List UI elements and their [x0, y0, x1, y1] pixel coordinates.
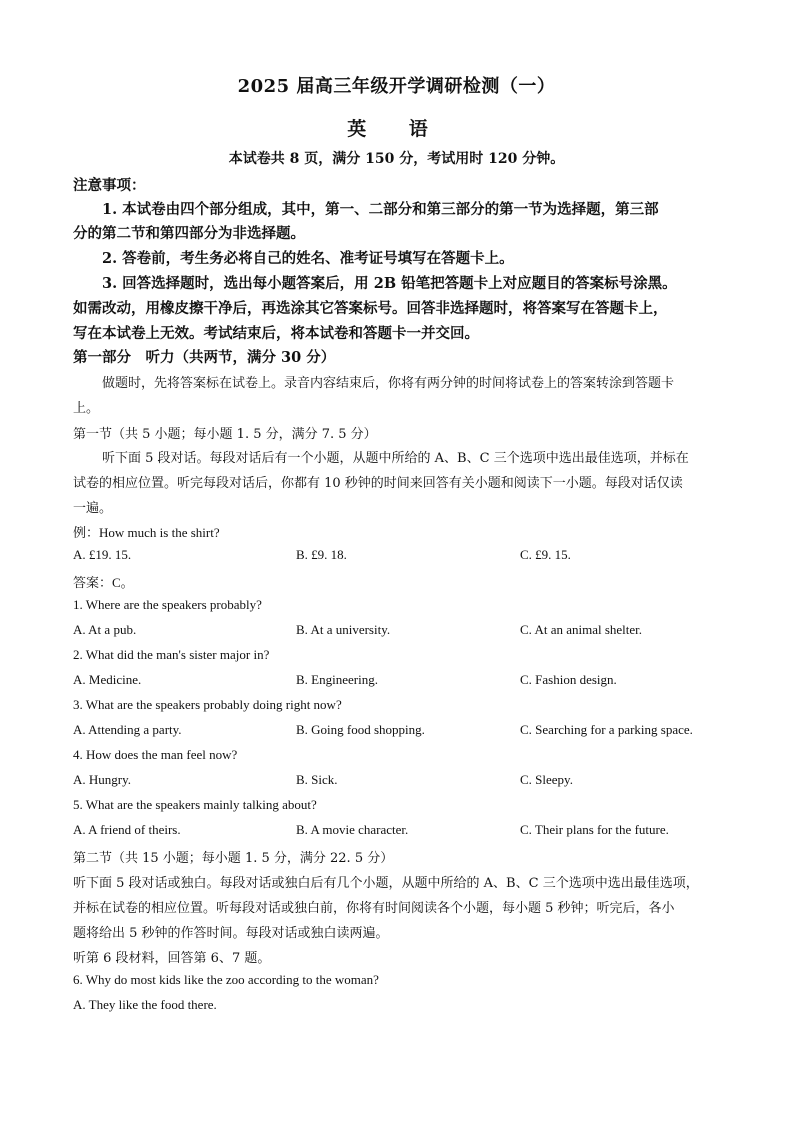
- section1-instructions-line-2: 试卷的相应位置。听完每段对话后，你都有 10 秒钟的时间来回答有关小题和阅读下一小题。每段对话仅读: [73, 476, 683, 491]
- question-3-option-b: B. Going food shopping.: [296, 722, 425, 737]
- section2-instructions-line-2: 并标在试卷的相应位置。听每段对话或独白前，你将有时间阅读各个小题，每小题 5 秒钟；听完后，各小: [73, 901, 675, 916]
- question-5: 5. What are the speakers mainly talking about?: [73, 797, 317, 812]
- question-2-option-c: C. Fashion design.: [520, 672, 617, 687]
- question-6-option-a: A. They like the food there.: [73, 997, 217, 1012]
- section2-instructions-line-3: 题将给出 5 秒钟的作答时间。每段对话或独白读两遍。: [73, 926, 389, 941]
- question-5-option-a: A. A friend of theirs.: [73, 822, 181, 837]
- example-question: 例：How much is the shirt?: [73, 525, 220, 540]
- example-option-a: A. £19. 15.: [73, 547, 132, 562]
- question-5-option-b: B. A movie character.: [296, 822, 409, 837]
- question-2: 2. What did the man's sister major in?: [73, 647, 270, 662]
- question-3: 3. What are the speakers probably doing right now?: [73, 697, 342, 712]
- section1-instructions-line-1: 听下面 5 段对话。每段对话后有一个小题，从题中所给的 A、B、C 三个选项中选出最佳选项，并标在: [102, 451, 689, 466]
- question-6: 6. Why do most kids like the zoo according to the woman?: [73, 972, 379, 987]
- notice-item-2: 2. 答卷前，考生务必将自己的姓名、准考证号填写在答题卡上。: [102, 250, 514, 267]
- notice-item-1-line-2: 分的第二节和第四部分为非选择题。: [73, 225, 305, 242]
- example-option-b: B. £9. 18.: [296, 547, 347, 562]
- notice-item-3-line-3: 写在本试卷上无效。考试结束后，将本试卷和答题卡一并交回。: [73, 325, 479, 342]
- notice-heading: 注意事项：: [73, 177, 146, 194]
- question-4: 4. How does the man feel now?: [73, 747, 238, 762]
- exam-meta: 本试卷共 8 页，满分 150 分，考试用时 120 分钟。: [228, 151, 565, 167]
- section1-instructions-line-3: 一遍。: [73, 501, 113, 516]
- notice-item-3-line-1: 3. 回答选择题时，选出每小题答案后，用 2B 铅笔把答题卡上对应题目的答案标号涂黑。: [102, 275, 677, 292]
- question-4-option-c: C. Sleepy.: [520, 772, 573, 787]
- question-1: 1. Where are the speakers probably?: [73, 597, 262, 612]
- notice-item-3-line-2: 如需改动，用橡皮擦干净后，再选涂其它答案标号。回答非选择题时，将答案写在答题卡上，: [73, 300, 668, 317]
- question-1-option-a: A. At a pub.: [73, 622, 137, 637]
- question-2-option-a: A. Medicine.: [73, 672, 142, 687]
- question-4-option-b: B. Sick.: [296, 772, 338, 787]
- question-4-option-a: A. Hungry.: [73, 772, 132, 787]
- notice-item-1-line-1: 1. 本试卷由四个部分组成，其中，第一、二部分和第三部分的第一节为选择题，第三部: [102, 201, 659, 218]
- section2-instructions-line-1: 听下面 5 段对话或独白。每段对话或独白后有几个小题，从题中所给的 A、B、C 三个选项中选出最佳选项，: [73, 876, 699, 891]
- part1-intro-line-1: 做题时，先将答案标在试卷上。录音内容结束后，你将有两分钟的时间将试卷上的答案转涂到答题卡: [102, 376, 675, 391]
- section1-heading: 第一节（共 5 小题；每小题 1. 5 分，满分 7. 5 分）: [73, 427, 377, 442]
- subject-title: 英 语: [347, 118, 446, 140]
- exam-title: 2025 届高三年级开学调研检测（一）: [237, 76, 556, 97]
- section2-heading: 第二节（共 15 小题；每小题 1. 5 分，满分 22. 5 分）: [73, 851, 394, 866]
- part1-intro-line-2: 上。: [73, 401, 100, 416]
- question-5-option-c: C. Their plans for the future.: [520, 822, 669, 837]
- material-6-label: 听第 6 段材料，回答第 6、7 题。: [73, 951, 271, 966]
- question-2-option-b: B. Engineering.: [296, 672, 378, 687]
- question-3-option-a: A. Attending a party.: [73, 722, 182, 737]
- part1-heading: 第一部分 听力（共两节，满分 30 分）: [73, 349, 336, 366]
- question-3-option-c: C. Searching for a parking space.: [520, 722, 693, 737]
- question-1-option-c: C. At an animal shelter.: [520, 622, 643, 637]
- example-option-c: C. £9. 15.: [520, 547, 571, 562]
- example-answer: 答案：C。: [73, 575, 134, 590]
- question-1-option-b: B. At a university.: [296, 622, 391, 637]
